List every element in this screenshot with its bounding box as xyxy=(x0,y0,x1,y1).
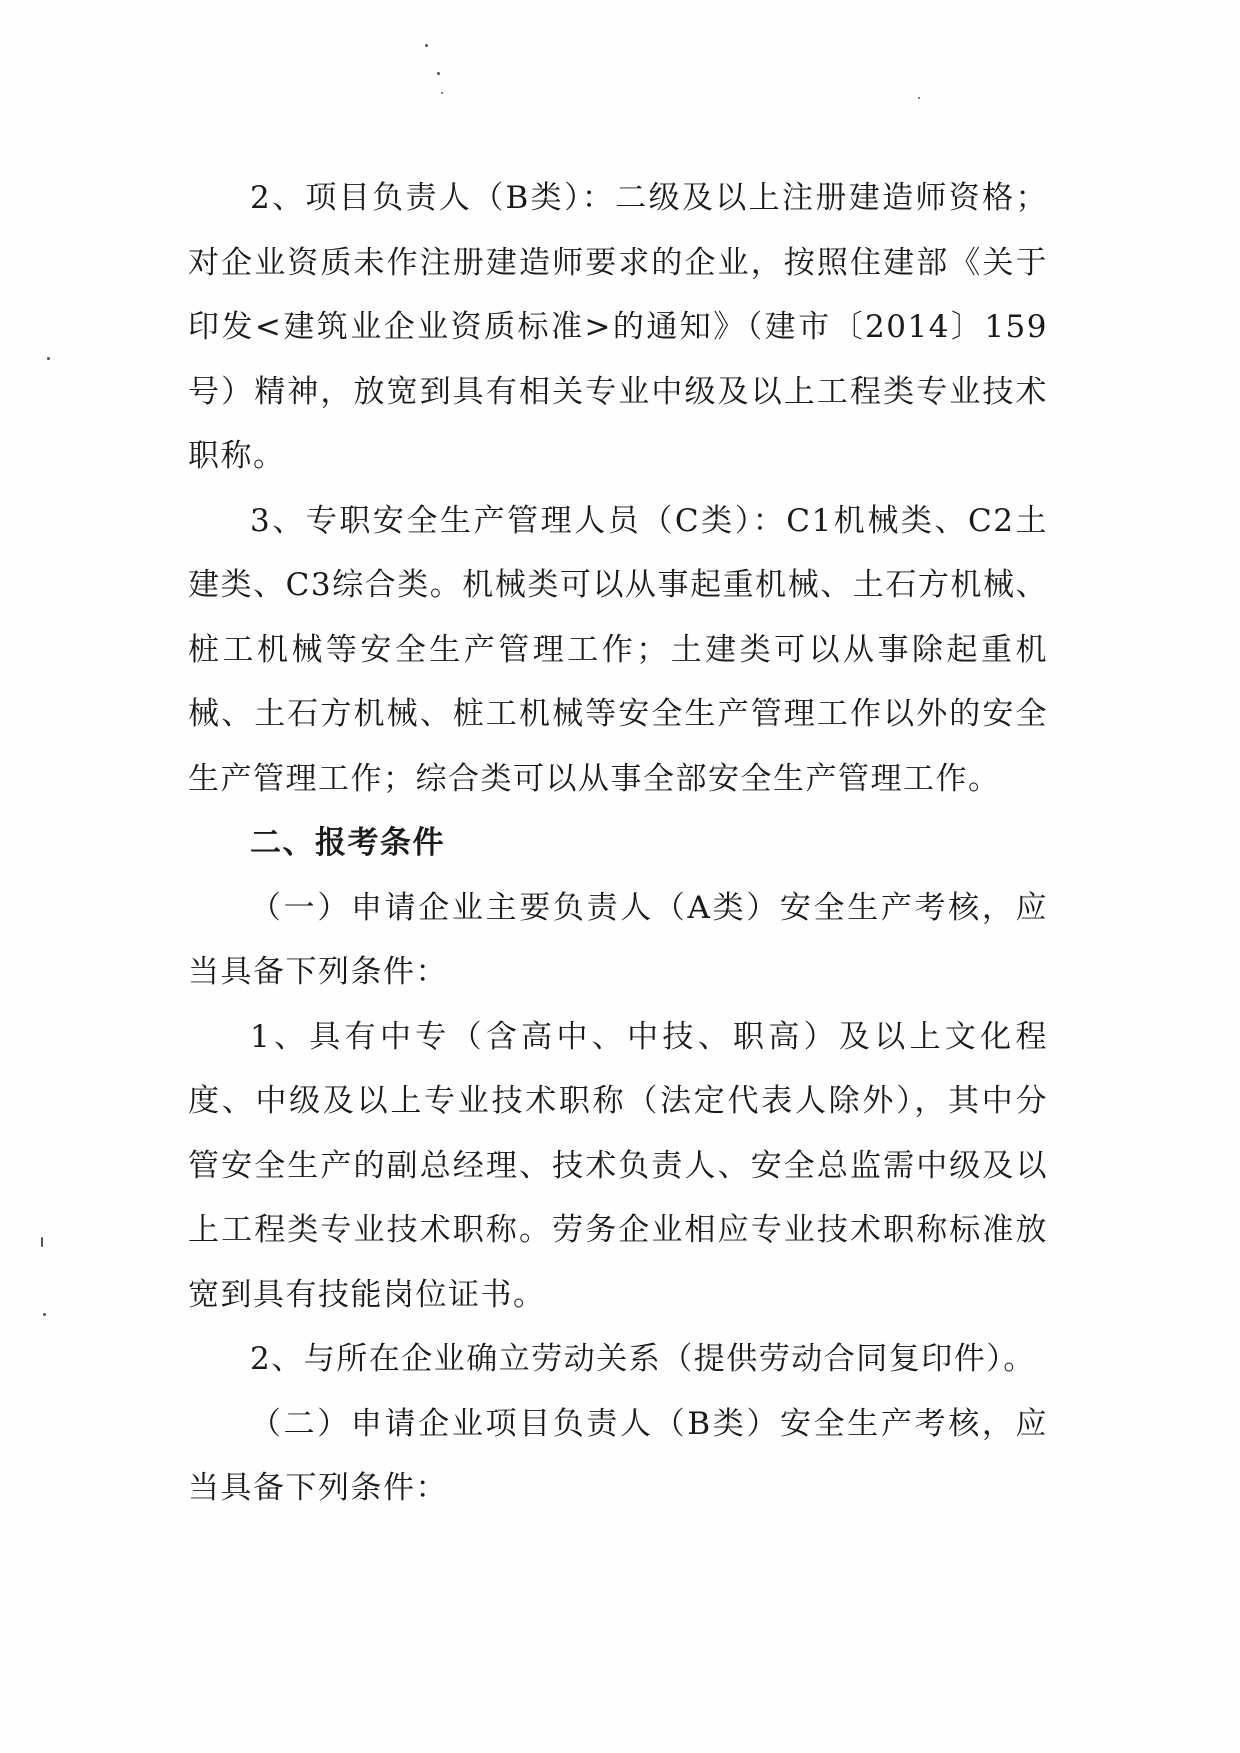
section-heading-exam-conditions: 二、报考条件 xyxy=(250,825,445,861)
scan-speck xyxy=(918,97,920,99)
scan-speck xyxy=(43,1313,46,1316)
scan-speck xyxy=(47,357,50,360)
scan-speck xyxy=(41,1237,43,1247)
paragraph-a-condition-2: 2、与所在企业确立劳动关系（提供劳动合同复印件）。 xyxy=(250,1341,1036,1377)
scan-speck xyxy=(441,92,443,94)
scan-speck xyxy=(425,44,428,47)
scan-speck xyxy=(437,72,440,75)
document-body xyxy=(188,166,1048,1521)
paragraph-b-class-intro: （二）申请企业项目负责人（B类）安全生产考核，应当具备下列条件： xyxy=(188,1405,1048,1506)
paragraph-project-leader-b: 2、项目负责人（B类）：二级及以上注册建造师资格；对企业资质未作注册建造师要求的企业，按照住建部《关于印发<建筑业企业资质标准>的通知》（建市〔2014〕159号）精神，放宽到具有相关专业中级及以上工程类专业技术职称。 xyxy=(188,180,1048,474)
paragraph-a-class-intro: （一）申请企业主要负责人（A类）安全生产考核，应当具备下列条件： xyxy=(188,889,1048,990)
paragraph-a-condition-1: 1、具有中专（含高中、中技、职高）及以上文化程度、中级及以上专业技术职称（法定代表人除外），其中分管安全生产的副总经理、技术负责人、安全总监需中级及以上工程类专业技术职称。劳务企业相应专业技术职称标准放宽到具有技能岗位证书。 xyxy=(188,1018,1048,1313)
paragraph-safety-manager-c: 3、专职安全生产管理人员（C类）：C1机械类、C2土建类、C3综合类。机械类可以从事起重机械、土石方机械、桩工机械等安全生产管理工作；土建类可以从事除起重机械、土石方机械、桩工机械等安全生产管理工作以外的安全生产管理工作；综合类可以从事全部安全生产管理工作。 xyxy=(188,502,1048,797)
